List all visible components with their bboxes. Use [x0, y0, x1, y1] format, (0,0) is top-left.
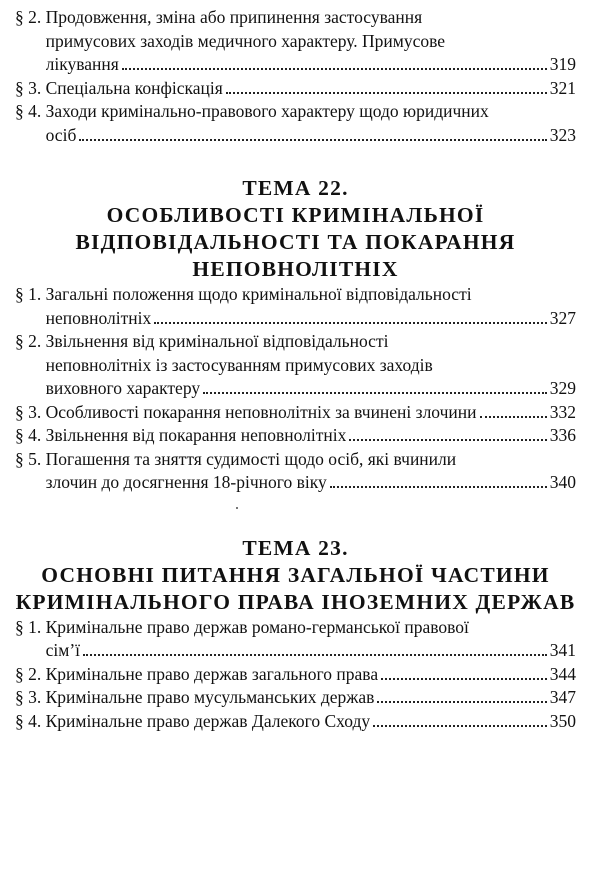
- print-speck: [236, 507, 238, 509]
- topic-number: ТЕМА 22.: [242, 176, 349, 200]
- dot-leader: [226, 92, 547, 94]
- entry-text-line: лікування: [45, 54, 119, 74]
- toc-entry: [15, 330, 576, 401]
- dot-leader: [203, 392, 547, 394]
- toc-entry: [15, 401, 576, 425]
- toc-entry: [15, 424, 576, 448]
- entry-text-line: Кримінальне право держав романо-германської правової: [45, 616, 469, 637]
- toc-entry: [15, 448, 576, 495]
- entry-text-line: Спеціальна конфіскація: [45, 77, 223, 98]
- entry-text-line: Звільнення від кримінальної відповідальності: [45, 331, 389, 351]
- toc-entry: [15, 686, 576, 710]
- entry-text-line: Кримінальне право мусульманських держав: [45, 687, 375, 707]
- toc-entry: [15, 6, 576, 77]
- entry-text-line: неповнолітніх: [45, 307, 152, 328]
- section-number: § 5.: [15, 448, 42, 469]
- dot-leader: [480, 416, 547, 418]
- dot-leader: [154, 322, 547, 324]
- dot-leader: [377, 701, 546, 703]
- toc-list-topic-23: [15, 616, 576, 734]
- section-number: § 3.: [15, 687, 42, 707]
- entry-text-line: Кримінальне право держав Далекого Сходу: [45, 710, 371, 731]
- topic-title-line: ОСОБЛИВОСТІ КРИМІНАЛЬНОЇ: [106, 203, 485, 227]
- dot-leader: [349, 439, 546, 441]
- dot-leader: [79, 139, 546, 141]
- toc-entry: [15, 283, 576, 330]
- toc-entry: [15, 663, 576, 687]
- entry-text-line: Загальні положення щодо кримінальної відповідальності: [45, 284, 472, 304]
- topic-23-heading: [15, 535, 576, 616]
- page-number: 340: [549, 472, 576, 492]
- page-number: 341: [549, 640, 576, 660]
- page-number: 332: [549, 401, 576, 422]
- page-number: 350: [549, 710, 576, 731]
- section-number: § 3.: [15, 401, 42, 422]
- toc-entry: [15, 616, 576, 663]
- page-number: 321: [549, 77, 576, 98]
- page-number: 347: [549, 687, 576, 707]
- toc-list-top: [15, 6, 576, 147]
- toc-entry: [15, 77, 576, 101]
- entry-text-line: виховного характеру: [45, 378, 201, 398]
- section-number: § 4.: [15, 425, 42, 445]
- topic-title-line: КРИМІНАЛЬНОГО ПРАВА ІНОЗЕМНИХ ДЕРЖАВ: [15, 589, 576, 614]
- topic-title-line: ОСНОВНІ ПИТАННЯ ЗАГАЛЬНОЇ ЧАСТИНИ: [41, 562, 550, 587]
- entry-text-line: Особливості покарання неповнолітніх за вчинені злочини: [45, 401, 477, 422]
- entry-text-line: Кримінальне право держав загального права: [45, 663, 379, 684]
- dot-leader: [122, 68, 547, 70]
- section-number: § 4.: [15, 710, 42, 731]
- topic-title-line: НЕПОВНОЛІТНІХ: [192, 257, 399, 281]
- entry-text-line: злочин до досягнення 18-річного віку: [45, 472, 327, 492]
- section-number: § 3.: [15, 77, 42, 98]
- section-number: § 2.: [15, 7, 42, 27]
- dot-leader: [330, 486, 547, 488]
- page-number: 319: [549, 54, 576, 74]
- entry-text-line: примусових заходів медичного характеру. Примусове: [45, 30, 446, 51]
- entry-text-line: Звільнення від покарання неповнолітніх: [45, 425, 347, 445]
- section-number: § 2.: [15, 331, 42, 351]
- toc-entry: [15, 710, 576, 734]
- entry-text-line: Погашення та зняття судимості щодо осіб, які вчинили: [45, 448, 457, 469]
- topic-22-heading: [15, 175, 576, 283]
- section-number: § 2.: [15, 663, 42, 684]
- dot-leader: [373, 725, 547, 727]
- section-number: § 1.: [15, 616, 42, 637]
- dot-leader: [381, 678, 547, 680]
- entry-text-line: Заходи кримінально-правового характеру щодо юридичних: [45, 101, 489, 121]
- entry-text-line: неповнолітніх із застосуванням примусових заходів: [45, 354, 433, 375]
- entry-text-line: сім’ї: [45, 640, 81, 660]
- page-number: 336: [549, 425, 576, 445]
- page-number: 344: [549, 663, 576, 684]
- section-number: § 4.: [15, 101, 42, 121]
- toc-entry: [15, 100, 576, 147]
- entry-text-line: Продовження, зміна або припинення застосування: [45, 7, 423, 27]
- topic-title-line: ВІДПОВІДАЛЬНОСТІ ТА ПОКАРАННЯ: [75, 230, 516, 254]
- page-number: 323: [549, 124, 576, 145]
- page-number: 327: [549, 307, 576, 328]
- entry-text-line: осіб: [45, 124, 77, 145]
- page-number: 329: [549, 378, 576, 398]
- topic-number: ТЕМА 23.: [242, 535, 349, 560]
- toc-list-topic-22: [15, 283, 576, 495]
- dot-leader: [83, 654, 547, 656]
- section-number: § 1.: [15, 284, 42, 304]
